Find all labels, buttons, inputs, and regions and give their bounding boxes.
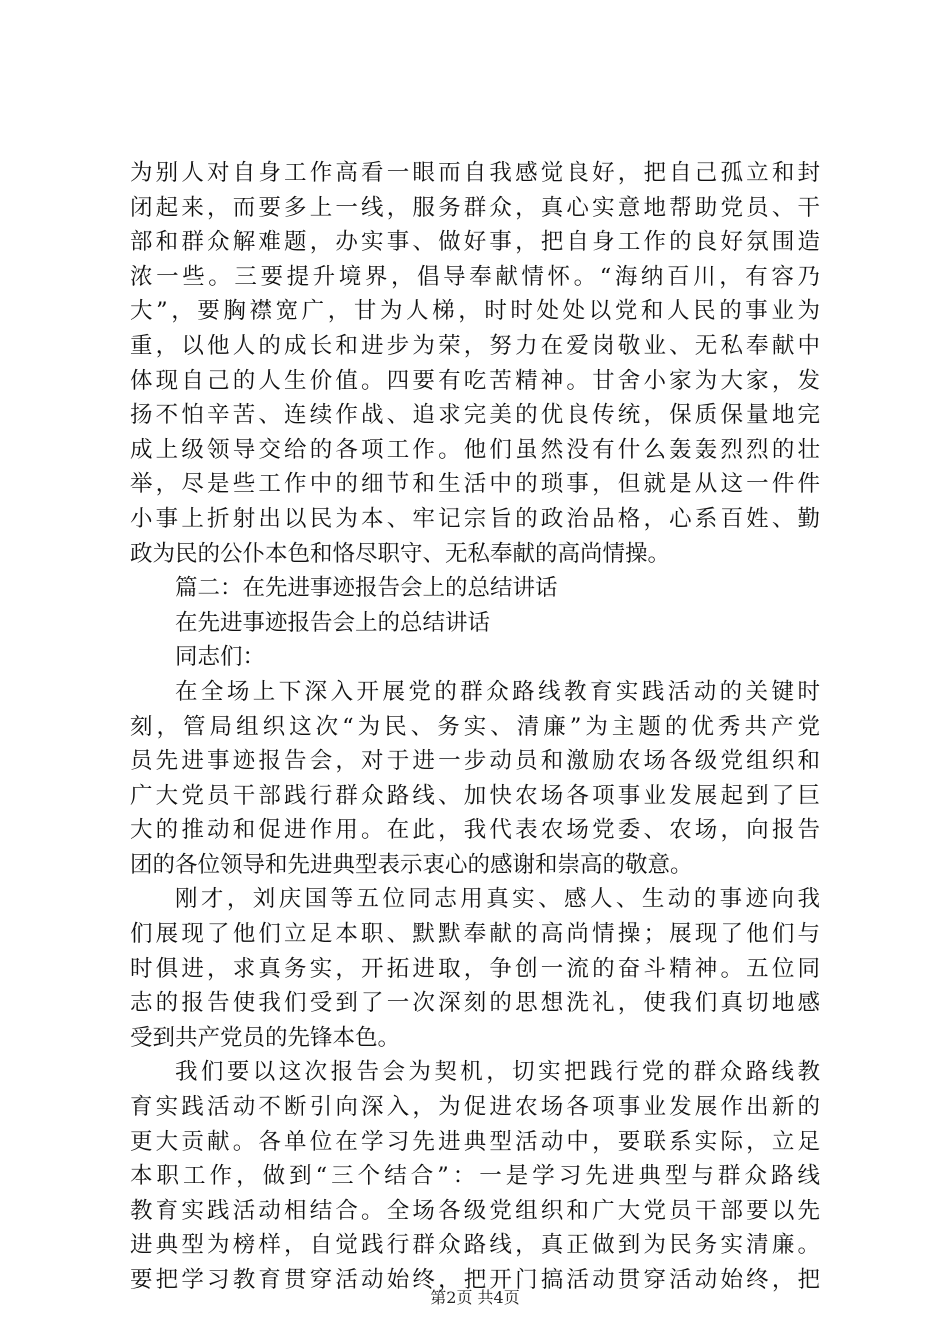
text-line: 本职工作，做到“三个结合”：一是学习先进典型与群众路线 xyxy=(130,1163,820,1190)
document-body xyxy=(130,156,820,1298)
text-line: 更大贡献。各单位在学习先进典型活动中，要联系实际，立足 xyxy=(130,1128,820,1155)
text-line: 刻，管局组织这次“为民、务实、清廉”为主题的优秀共产党 xyxy=(130,713,820,740)
text-line: 育实践活动不断引向深入，为促进农场各项事业发展作出新的 xyxy=(130,1094,820,1121)
text-line: 扬不怕辛苦、连续作战、追求完美的优良传统，保质保量地完 xyxy=(130,402,820,429)
text-line: 重，以他人的成长和进步为荣，努力在爱岗敬业、无私奉献中 xyxy=(130,332,820,359)
text-line: 受到共产党员的先锋本色。 xyxy=(130,1024,401,1051)
text-line: 广大党员干部践行群众路线、加快农场各项事业发展起到了巨 xyxy=(130,782,820,809)
text-line: 部和群众解难题，办实事、做好事，把自身工作的良好氛围造 xyxy=(130,229,820,256)
text-line: 要把学习教育贯穿活动始终，把开门搞活动贯穿活动始终，把 xyxy=(130,1267,820,1293)
text-line: 我们要以这次报告会为契机，切实把践行党的群众路线教 xyxy=(175,1059,820,1086)
text-line: 在全场上下深入开展党的群众路线教育实践活动的关键时 xyxy=(175,678,820,705)
text-line: 闭起来，而要多上一线，服务群众，真心实意地帮助党员、干 xyxy=(130,194,820,221)
text-line: 大”，要胸襟宽广，甘为人梯，时时处处以党和人民的事业为 xyxy=(130,298,820,325)
text-line: 员先进事迹报告会，对于进一步动员和激励农场各级党组织和 xyxy=(130,748,820,775)
text-line: 成上级领导交给的各项工作。他们虽然没有什么轰轰烈烈的壮 xyxy=(130,436,820,463)
text-line: 为别人对自身工作高看一眼而自我感觉良好，把自己孤立和封 xyxy=(130,160,820,186)
text-line: 体现自己的人生价值。四要有吃苦精神。甘舍小家为大家，发 xyxy=(130,367,820,394)
text-line: 时俱进，求真务实，开拓进取，争创一流的奋斗精神。五位同 xyxy=(130,955,820,982)
text-line: 政为民的公仆本色和恪尽职守、无私奉献的高尚情操。 xyxy=(130,540,671,567)
text-line: 浓一些。三要提升境界，倡导奉献情怀。“海纳百川，有容乃 xyxy=(130,263,820,290)
text-line: 同志们： xyxy=(175,644,266,671)
text-line: 们展现了他们立足本职、默默奉献的高尚情操；展现了他们与 xyxy=(130,921,820,948)
text-line: 篇二：在先进事迹报告会上的总结讲话 xyxy=(175,575,558,602)
page-footer: 第2页 共4页 xyxy=(430,1288,520,1307)
text-line: 教育实践活动相结合。全场各级党组织和广大党员干部要以先 xyxy=(130,1197,820,1224)
text-line: 在先进事迹报告会上的总结讲话 xyxy=(175,609,491,636)
text-line: 大的推动和促进作用。在此，我代表农场党委、农场，向报告 xyxy=(130,817,820,844)
text-line: 举，尽是些工作中的细节和生活中的琐事，但就是从这一件件 xyxy=(130,471,820,498)
text-line: 进典型为榜样，自觉践行群众路线，真正做到为民务实清廉。 xyxy=(130,1232,820,1259)
text-line: 团的各位领导和先进典型表示衷心的感谢和崇高的敬意。 xyxy=(130,851,693,878)
text-line: 小事上折射出以民为本、牢记宗旨的政治品格，心系百姓、勤 xyxy=(130,505,820,532)
text-line: 志的报告使我们受到了一次深刻的思想洗礼，使我们真切地感 xyxy=(130,990,820,1017)
text-line: 刚才，刘庆国等五位同志用真实、感人、生动的事迹向我 xyxy=(175,886,820,913)
